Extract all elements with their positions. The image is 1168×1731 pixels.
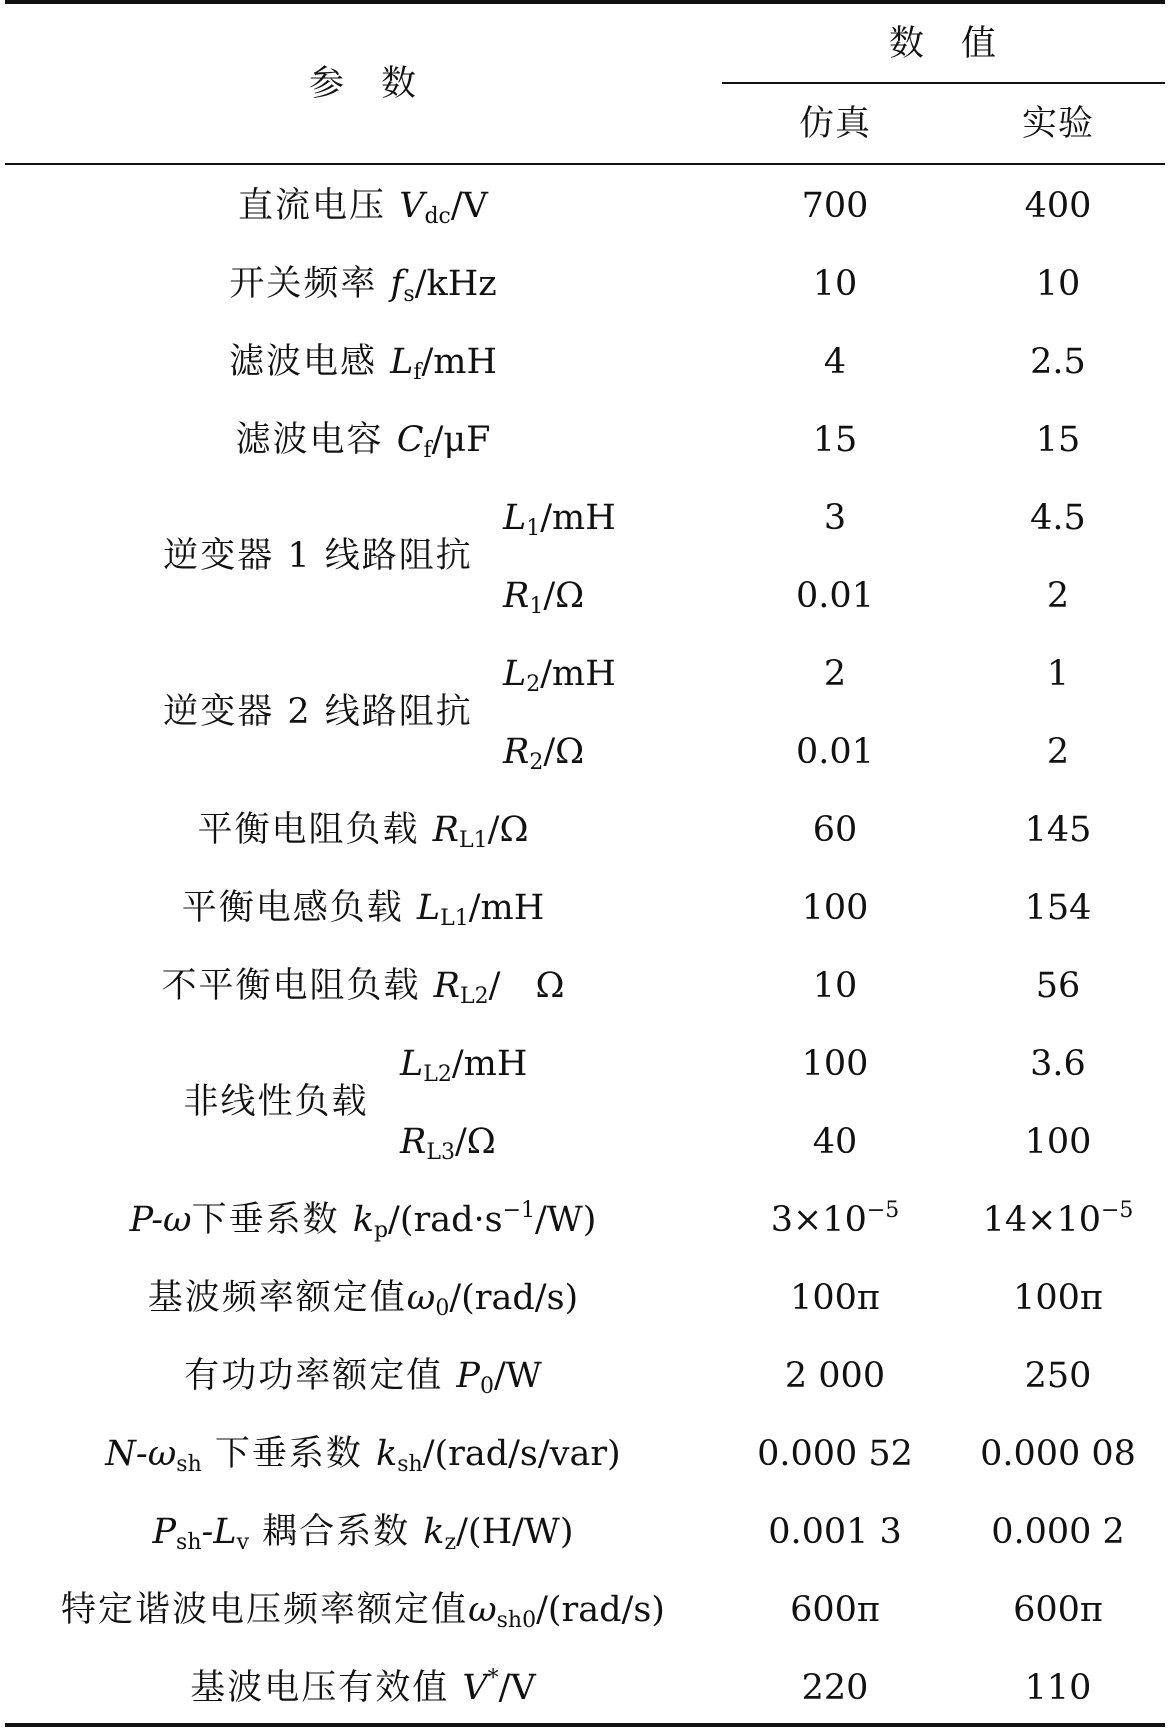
param-cell: 不平衡电阻负载 $R_{L2}/$ Ω: [161, 966, 565, 1009]
sim-value: 700: [801, 186, 869, 226]
param-cell: 有功功率额定值 $P_0/W$: [184, 1356, 542, 1399]
exp-value: 100π: [1013, 1278, 1103, 1318]
param-cell: 平衡电感负载 $L_{L1}/mH$: [181, 888, 545, 931]
sim-value: 600π: [790, 1590, 880, 1630]
sim-value: 3: [823, 498, 847, 538]
table-header-rule: [5, 163, 1165, 165]
sim-value: 0.001 3: [768, 1512, 902, 1552]
sim-value: 220: [801, 1668, 869, 1708]
sim-value: 15: [812, 420, 858, 460]
sim-header: 仿真: [798, 104, 872, 144]
exp-value: 3.6: [1030, 1044, 1086, 1084]
sim-value: 100: [801, 888, 869, 928]
exp-value: 250: [1024, 1356, 1092, 1396]
param-subcell: $L_1/mH$: [503, 498, 616, 541]
exp-value: 600π: [1013, 1590, 1103, 1630]
param-cell: $P_{sh}-L_v$ 耦合系数 $k_z/(H/W)$: [152, 1512, 574, 1555]
exp-value: 100: [1024, 1122, 1092, 1162]
exp-value: 2: [1046, 732, 1070, 772]
sim-value: $3\times 10^{-5}$: [770, 1198, 900, 1240]
param-cell: $N-\omega_{sh}$ 下垂系数 $k_{sh}/(rad/s/var)$: [105, 1434, 621, 1477]
exp-value: 0.000 2: [991, 1512, 1125, 1552]
exp-value: 110: [1024, 1668, 1092, 1708]
exp-value: $14\times 10^{-5}$: [982, 1198, 1134, 1240]
sim-value: 60: [812, 810, 858, 850]
param-subcell: $L_2/mH$: [503, 654, 616, 697]
table-top-rule: [5, 0, 1165, 4]
param-subcell: $R_1/\Omega$: [503, 576, 585, 619]
group-label: 非线性负载: [183, 1082, 369, 1122]
exp-value: 400: [1024, 186, 1092, 226]
group-label: 逆变器 2 线路阻抗: [163, 692, 473, 732]
param-cell: 特定谐波电压频率额定值$\omega_{sh0}/(rad/s)$: [61, 1590, 665, 1633]
sim-value: 10: [812, 966, 858, 1006]
param-subcell: $R_{L3}/\Omega$: [400, 1122, 496, 1165]
exp-value: 15: [1035, 420, 1081, 460]
param-cell: P-ω下垂系数 $k_p/(rad\cdot s^{-1}/W)$: [129, 1198, 597, 1243]
group-label: 逆变器 1 线路阻抗: [163, 536, 473, 576]
sim-value: 4: [823, 342, 847, 382]
param-cell: 滤波电容 $C_f/\mu F$: [235, 420, 491, 463]
param-header: 参 数: [308, 64, 418, 104]
sim-value: 100π: [790, 1278, 880, 1318]
value-header-rule: [722, 82, 1165, 84]
param-cell: 基波频率额定值$\omega_0/(rad/s)$: [147, 1278, 579, 1321]
sim-value: 0.01: [796, 732, 874, 772]
table-bottom-rule: [5, 1723, 1165, 1727]
exp-header: 实验: [1021, 104, 1095, 144]
param-cell: 开关频率 $f_s$/kHz: [229, 264, 497, 307]
sim-value: 40: [812, 1122, 858, 1162]
param-cell: 直流电压 $V_{dc}/V$: [238, 186, 488, 229]
param-cell: 基波电压有效值 V*/V: [190, 1666, 536, 1708]
sim-value: 10: [812, 264, 858, 304]
sim-value: 100: [801, 1044, 869, 1084]
sim-value: 2 000: [784, 1356, 886, 1396]
exp-value: 2.5: [1030, 342, 1086, 382]
exp-value: 2: [1046, 576, 1070, 616]
param-cell: 平衡电阻负载 $R_{L1}/\Omega$: [197, 810, 529, 853]
exp-value: 0.000 08: [980, 1434, 1136, 1474]
exp-value: 145: [1024, 810, 1092, 850]
exp-value: 56: [1035, 966, 1081, 1006]
sim-value: 0.01: [796, 576, 874, 616]
exp-value: 154: [1024, 888, 1092, 928]
sim-value: 2: [823, 654, 847, 694]
exp-value: 10: [1035, 264, 1081, 304]
param-subcell: $L_{L2}/mH$: [400, 1044, 528, 1087]
param-cell: 滤波电感 $L_f/mH$: [228, 342, 498, 385]
exp-value: 4.5: [1030, 498, 1086, 538]
exp-value: 1: [1046, 654, 1070, 694]
value-header: 数 值: [888, 24, 998, 64]
param-subcell: $R_2/\Omega$: [503, 732, 585, 775]
sim-value: 0.000 52: [757, 1434, 913, 1474]
